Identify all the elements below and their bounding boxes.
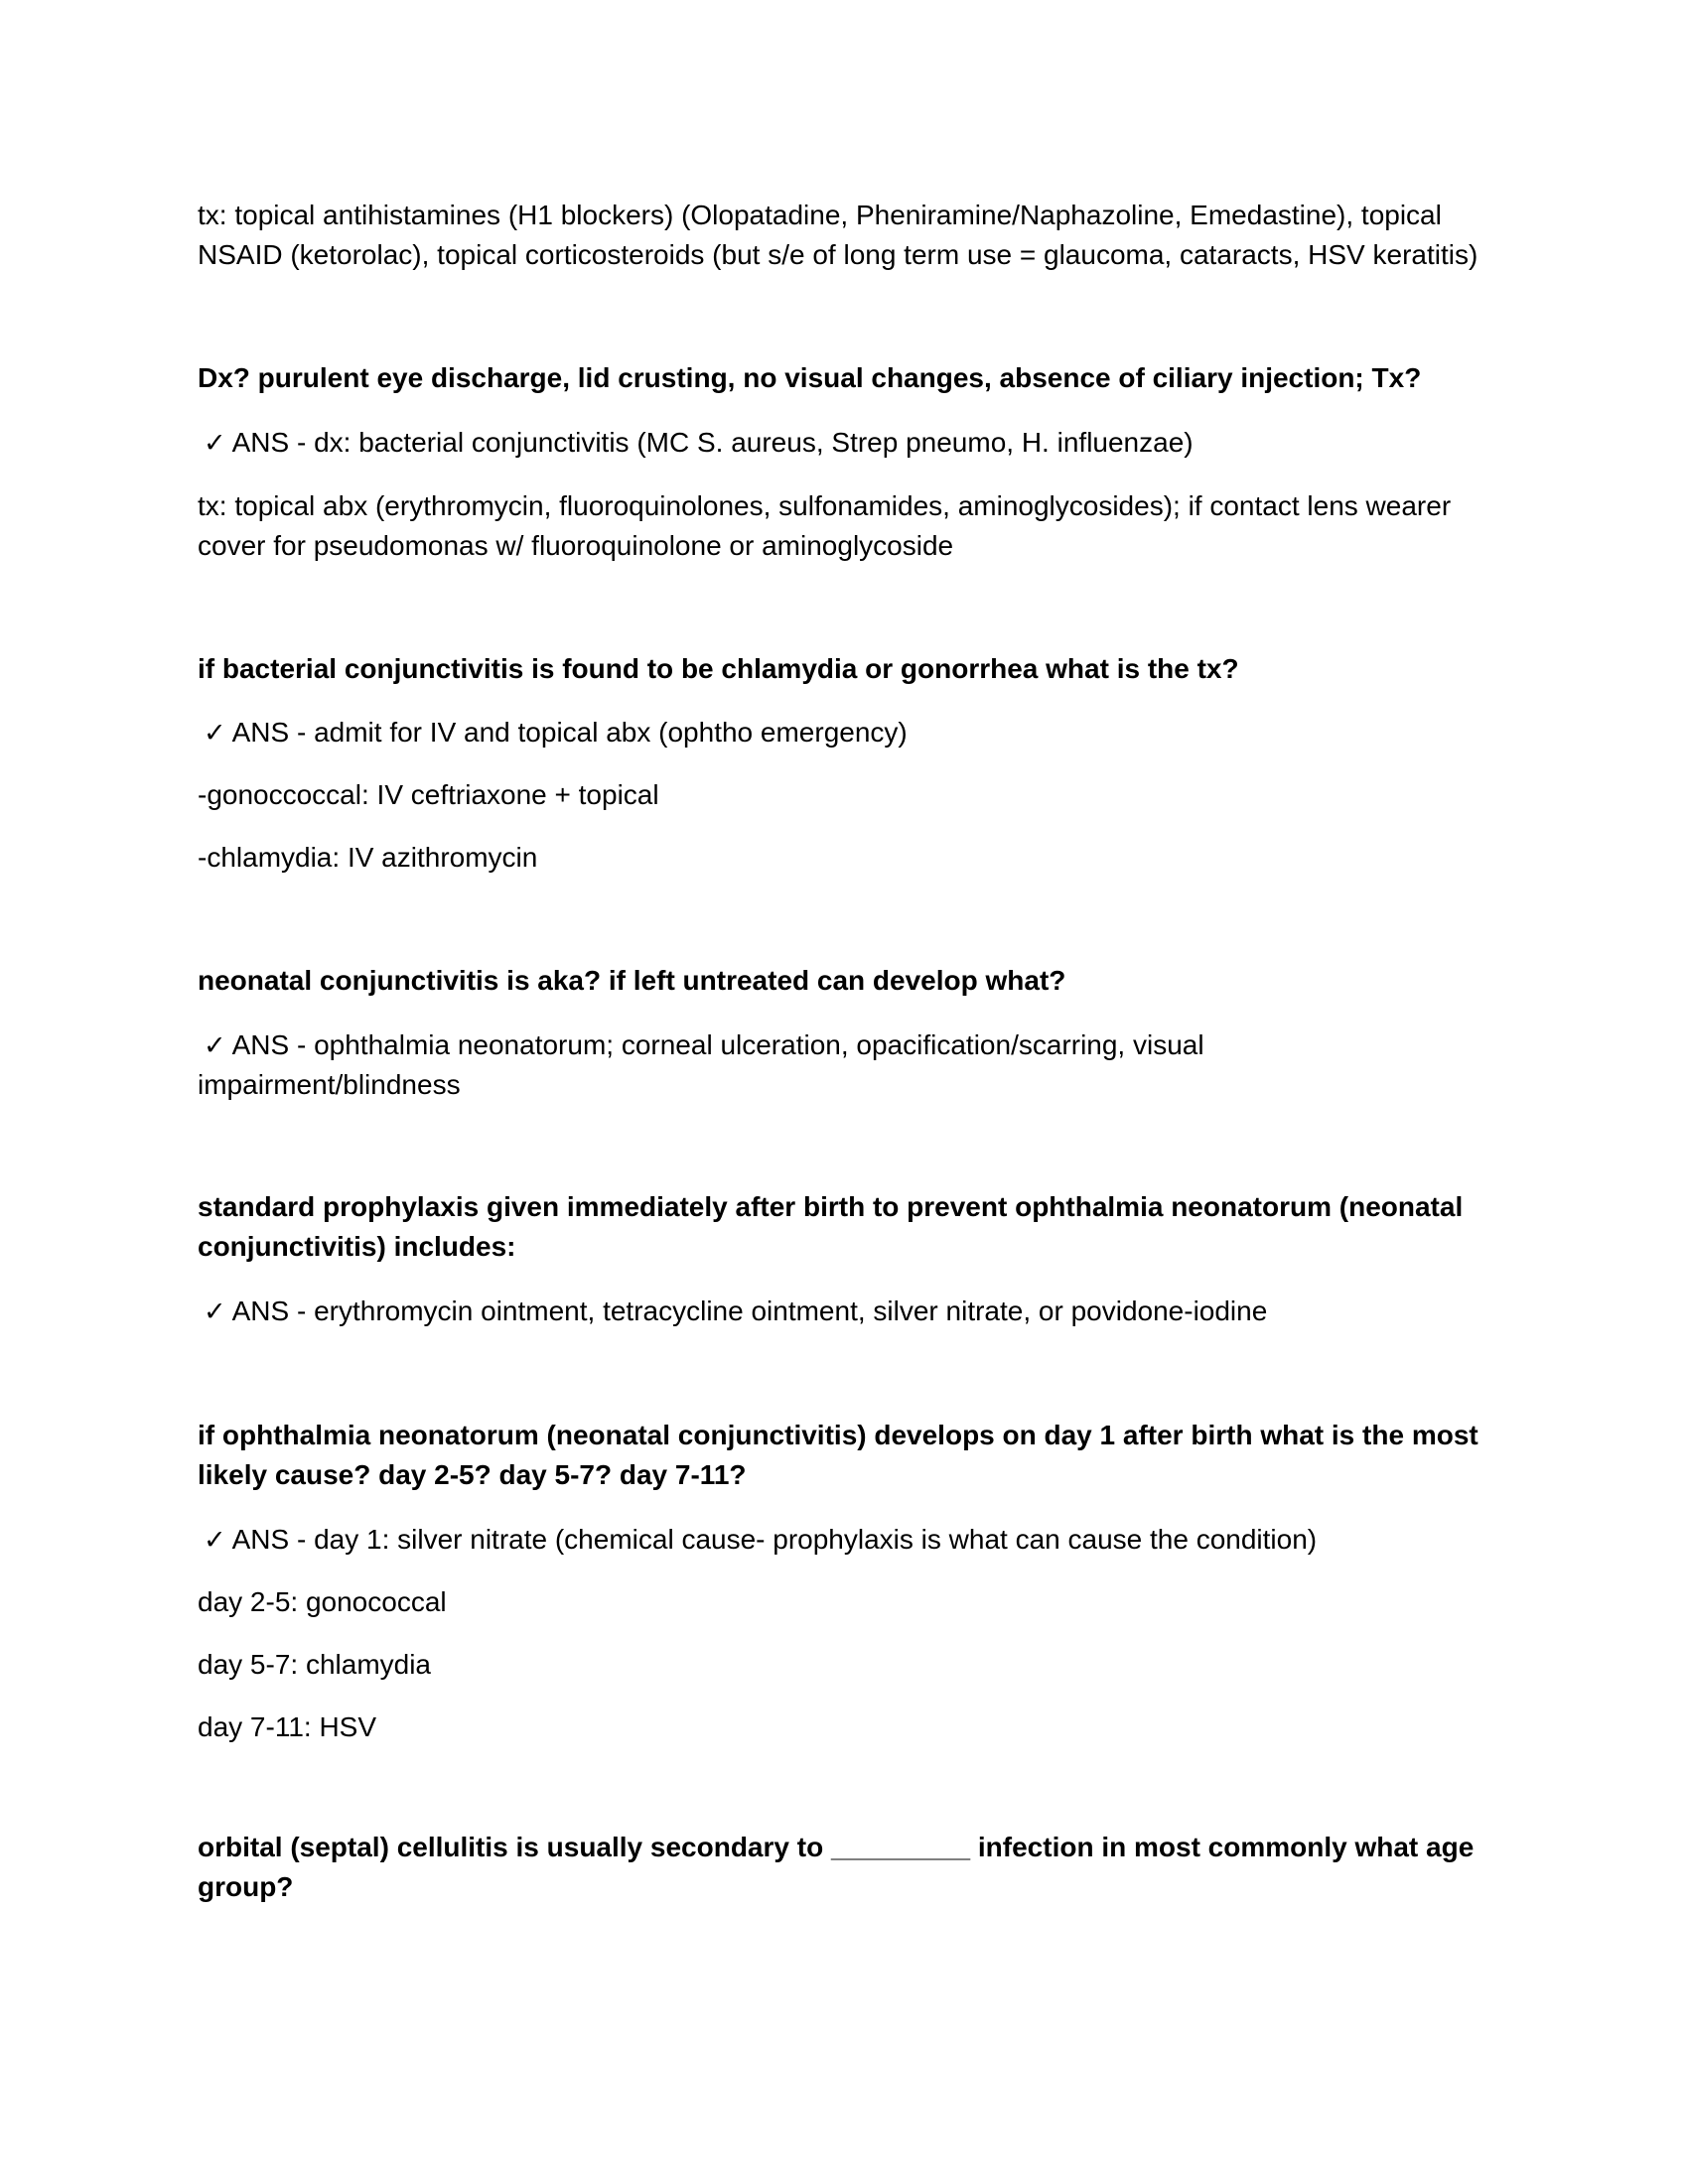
question-text: if ophthalmia neonatorum (neonatal conjunctivitis) develops on day 1 after birth what is the most — [198, 1420, 1478, 1450]
answer-text: ANS - day 1: silver nitrate (chemical cause- prophylaxis is what can cause the condition) — [231, 1524, 1318, 1555]
answer-line — [198, 423, 1498, 464]
answer-line — [198, 713, 1498, 753]
check-icon: ✓ — [204, 718, 226, 749]
question-text: group? — [198, 1871, 294, 1902]
answer-text: impairment/blindness — [198, 1069, 461, 1100]
explanation-text: day 7-11: HSV — [198, 1711, 377, 1742]
explanation-text: tx: topical abx (erythromycin, fluoroquinolones, sulfonamides, aminoglycosides); if contact lens wearer — [198, 490, 1452, 521]
intro-line: tx: topical antihistamines (H1 blockers) (Olopatadine, Pheniramine/Naphazoline, Emedastine), topical — [198, 200, 1442, 230]
check-icon: ✓ — [204, 1297, 226, 1327]
check-icon: ✓ — [204, 1525, 226, 1556]
explanation-text: cover for pseudomonas w/ fluoroquinolone or aminoglycoside — [198, 530, 954, 561]
answer-line — [198, 1025, 1498, 1066]
answer-text: ANS - dx: bacterial conjunctivitis (MC S. aureus, Strep pneumo, H. influenzae) — [231, 427, 1194, 458]
question-text: likely cause? day 2-5? day 5-7? day 7-11? — [198, 1459, 747, 1490]
explanation-text: day 2-5: gonococcal — [198, 1586, 447, 1617]
explanation-text: -gonoccoccal: IV ceftriaxone + topical — [198, 779, 659, 810]
answer-text: ANS - ophthalmia neonatorum; corneal ulceration, opacification/scarring, visual — [231, 1029, 1204, 1060]
question-text: if bacterial conjunctivitis is found to be chlamydia or gonorrhea what is the tx? — [198, 653, 1239, 684]
question-text: conjunctivitis) includes: — [198, 1231, 516, 1262]
answer-line — [198, 1292, 1498, 1332]
explanation-text: -chlamydia: IV azithromycin — [198, 842, 538, 873]
answer-line — [198, 1520, 1498, 1561]
question-text: orbital (septal) cellulitis is usually secondary to _________ infection in most commonly what age — [198, 1832, 1475, 1862]
check-icon: ✓ — [204, 428, 226, 459]
answer-text: ANS - erythromycin ointment, tetracycline ointment, silver nitrate, or povidone-iodine — [231, 1296, 1268, 1326]
question-text: neonatal conjunctivitis is aka? if left untreated can develop what? — [198, 965, 1066, 996]
answer-text: ANS - admit for IV and topical abx (ophtho emergency) — [231, 717, 908, 748]
explanation-text: day 5-7: chlamydia — [198, 1649, 432, 1680]
question-text: Dx? purulent eye discharge, lid crusting, no visual changes, absence of ciliary injection; Tx? — [198, 362, 1422, 393]
check-icon: ✓ — [204, 1030, 226, 1061]
question-text: standard prophylaxis given immediately after birth to prevent ophthalmia neonatorum (neonatal — [198, 1191, 1464, 1222]
intro-line: NSAID (ketorolac), topical corticosteroids (but s/e of long term use = glaucoma, cataracts, HSV keratitis) — [198, 239, 1478, 270]
